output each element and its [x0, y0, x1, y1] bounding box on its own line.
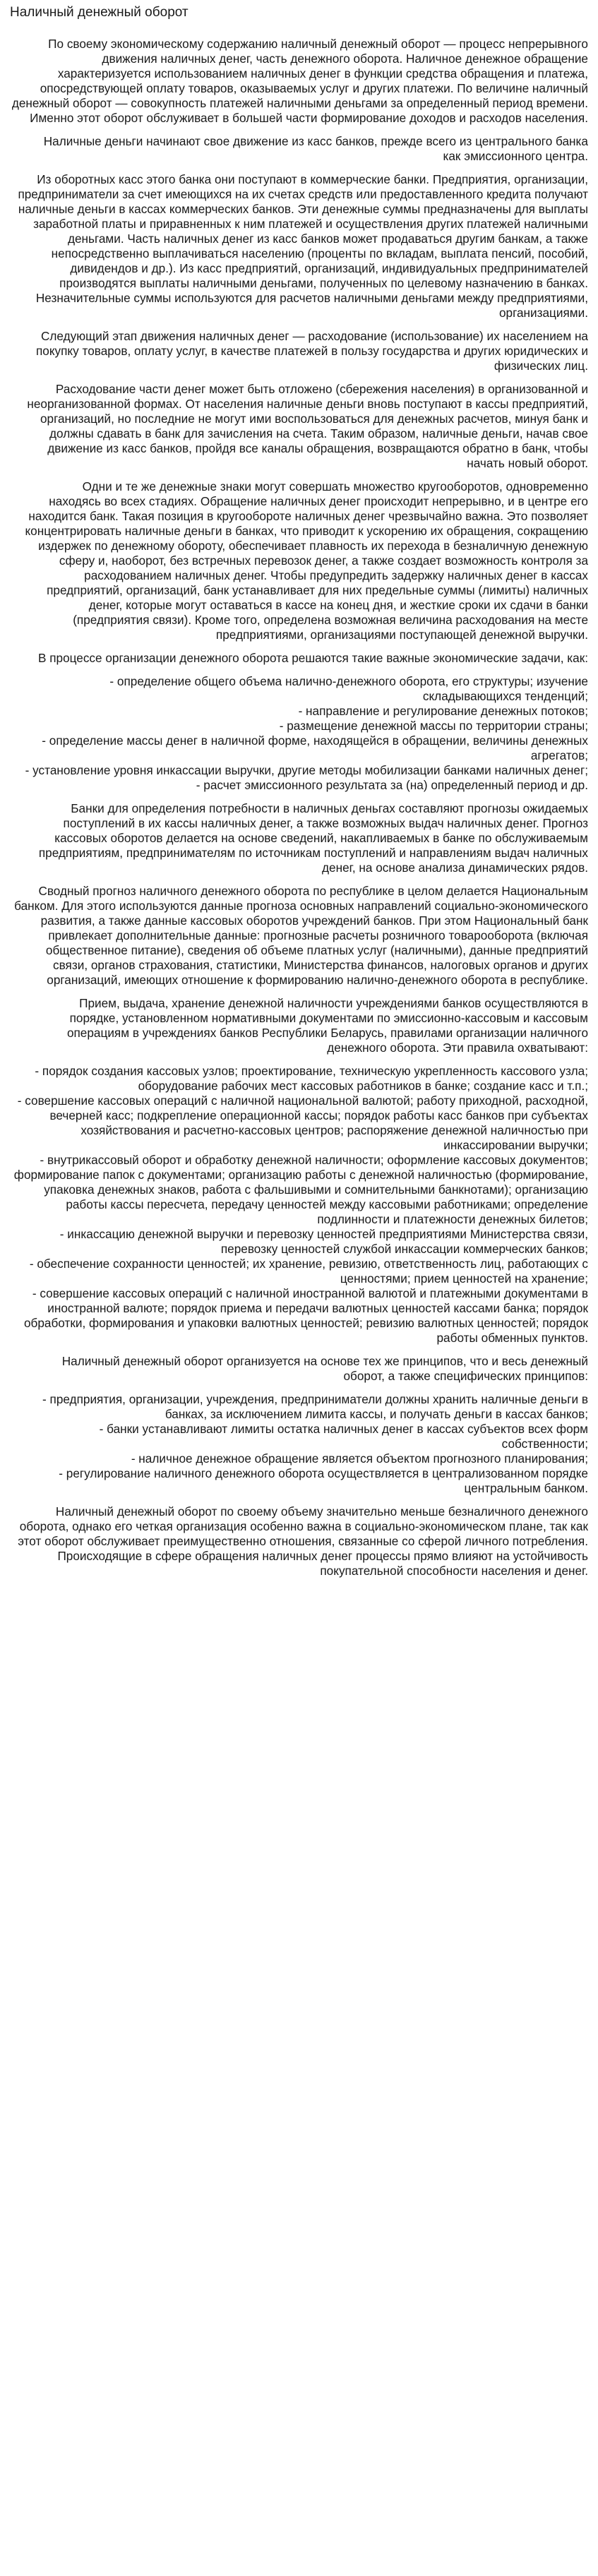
list-item: - совершение кассовых операций с наличной иностранной валютой и платежными документами в иностранной валюте; порядок приема и передачи валютных ценностей кассами банка; порядок обработки, формирования и упаковки валютных ценностей; ревизию валютных ценностей; порядок работы обменных пунктов.	[23, 1286, 588, 1345]
paragraph-2: Наличные деньги начинают свое движение из касс банков, прежде всего из центрального банка как эмиссионного центра.	[43, 134, 588, 163]
list-item: - порядок создания кассовых узлов; проектирование, техническую укрепленность кассового узла; оборудование рабочих мест кассовых работников в банке; создание касс и т.п.;	[35, 1064, 588, 1093]
paragraph-6: Одни и те же денежные знаки могут совершать множество кругооборотов, одновременно находясь во всех стадиях. Обращение наличных денег происходит непрерывно, и в центре его находится банк. Такая позиция в кругообороте наличных денег чрезвычайно важна. Это позволяет концентрировать наличные деньги в банках, что приводит к ускорению их обращения, сокращению издержек по денежному обороту, обеспечивает плавность их перехода в безналичную денежную сферу и, наоборот, без встречных перевозок денег, а также создает возможность контроля за расходованием наличных денег. Чтобы предупредить задержку наличных денег в кассах предприятий, организаций, банк устанавливает для них предельные суммы (лимиты) наличных денег, которые могут оставаться в кассе на конец дня, и жесткие сроки их сдачи в банки (предприятия связи). Кроме того, определена возможная величина расходования на месте предприятиями, организациями поступающей денежной выручки.	[25, 479, 588, 642]
list-item: - внутрикассовый оборот и обработку денежной наличности; оформление кассовых документов; формирование папок с документами; организацию работы с денежной наличностью (формирование, упаковка денежных знаков, работа с фальшивыми и сомнительными банкнотами); организацию работы кассы пересчета, передачу ценностей между кассовыми работниками; определение подлинности и платежности денежных билетов;	[13, 1153, 588, 1226]
paragraph-7: В процессе организации денежного оборота решаются такие важные экономические задачи, как:	[37, 651, 588, 665]
list-item: - размещение денежной массы по территории страны;	[279, 719, 588, 733]
paragraph-8: Банки для определения потребности в наличных деньгах составляют прогнозы ожидаемых поступлений в их кассы наличных денег, а также возможных выдач наличных денег. Прогноз кассовых оборотов делается на основе сведений, накапливаемых в банке по обслуживаемым предприятиям, предпринимателям по источникам поступлений и направлениям выдач наличных денег, на основе анализа динамических рядов.	[38, 801, 588, 875]
paragraph-12: Наличный денежный оборот по своему объему значительно меньше безналичного денежного оборота, однако его четкая организация особенно важна в социально-экономическом плане, так как этот оборот обслуживает преимущественно отношения, связанные со сферой личного потребления. Происходящие в сфере обращения наличных денег процессы прямо влияют на устойчивость покупательной способности населения и денег.	[18, 1504, 588, 1578]
paragraph-4: Следующий этап движения наличных денег — расходование (использование) их населением на покупку товаров, оплату услуг, в качестве платежей в пользу государства и других юридических и физических лиц.	[35, 329, 588, 373]
page-title: Наличный денежный оборот	[10, 5, 189, 20]
list-item: - установление уровня инкассации выручки, другие методы мобилизации банками наличных денег;	[25, 763, 588, 777]
economic-tasks-list	[10, 674, 588, 793]
list-item: - регулирование наличного денежного оборота осуществляется в централизованном порядке центральным банком.	[59, 1466, 588, 1495]
paragraph-5: Расходование части денег может быть отложено (сбережения населения) в организованной и неорганизованной формах. От населения наличные деньги вновь поступают в кассы предприятий, организаций, но последние не могут ими воспользоваться для денежных расчетов, минуя банк и должны сдавать в банк для зачисления на счета. Таким образом, наличные деньги, начав свое движение из касс банков, пройдя все каналы обращения, возвращаются обратно в банк, чтобы начать новый оборот.	[27, 382, 588, 470]
list-item: - расчет эмиссионного результата за (на) определенный период и др.	[196, 778, 588, 792]
paragraph-3: Из оборотных касс этого банка они поступают в коммерческие банки. Предприятия, организации, предприниматели за счет имеющихся на их счетах средств или предоставленного кредита получают наличные деньги в кассах коммерческих банков. Эти денежные суммы предназначены для выплаты заработной платы и приравненных к ним платежей и осуществления других платежей наличными деньгами. Часть наличных денег из касс банков может продаваться другим банкам, а также непосредственно выплачиваться населению (проценты по вкладам, выплата пенсий, пособий, дивидендов и др.). Из касс предприятий, организаций, индивидуальных предпринимателей производятся выплаты наличными деньгами, полученных по целевому назначению в банках. Незначительные суммы используются для расчетов наличными деньгами между предприятиями, организациями.	[18, 172, 588, 320]
list-item: - определение массы денег в наличной форме, находящейся в обращении, величины денежных агрегатов;	[42, 733, 588, 762]
list-item: - инкассацию денежной выручки и перевозку ценностей предприятиями Министерства связи, перевозку ценностей службой инкассации коммерческих банков;	[59, 1227, 588, 1256]
principles-list	[10, 1392, 588, 1496]
paragraph-10: Прием, выдача, хранение денежной наличности учреждениями банков осуществляются в порядке, установленном нормативными документами по эмиссионно-кассовым и кассовым операциям в учреждениях банков Республики Беларусь, правилами организации наличного денежного оборота. Эти правила охватывают:	[66, 996, 588, 1055]
paragraph-11: Наличный денежный оборот организуется на основе тех же принципов, что и весь денежный оборот, а также специфических принципов:	[61, 1354, 588, 1383]
list-item: - совершение кассовых операций с наличной национальной валютой; работу приходной, расходной, вечерней касс; подкрепление операционной кассы; порядок работы касс банков при субъектах хозяйствования и расчетно-кассовых центров; распоряжение денежной наличностью при инкассировании выручки;	[17, 1094, 588, 1152]
paragraph-1: По своему экономическому содержанию наличный денежный оборот — процесс непрерывного движения наличных денег, часть денежного оборота. Наличное денежное обращение характеризуется использованием наличных денег в функции средства обращения и платежа, опосредствующей оплату товаров, оказываемых услуг и других платежи. По величине наличный денежный оборот — совокупность платежей наличными деньгами за определенный период времени. Именно этот оборот обслуживает в большей части формирование доходов и расходов населения.	[11, 37, 588, 125]
list-item: - банки устанавливают лимиты остатка наличных денег в кассах субъектов всех форм собственности;	[99, 1422, 588, 1451]
rules-list	[10, 1064, 588, 1346]
list-item: - обеспечение сохранности ценностей; их хранение, ревизию, ответственность лиц, работающих с ценностями; прием ценностей на хранение;	[29, 1257, 588, 1286]
list-item: - определение общего объема налично-денежного оборота, его структуры; изучение складывающихся тенденций;	[109, 674, 588, 703]
list-item: - направление и регулирование денежных потоков;	[298, 704, 588, 718]
paragraph-9: Сводный прогноз наличного денежного оборота по республике в целом делается Национальным банком. Для этого используются данные прогноза основных направлений социально-экономического развития, а также данные кассовых оборотов учреждений банков. При этом Национальный банк привлекает дополнительные данные: прогнозные расчеты розничного товарооборота (включая общественное питание), сведения об объеме платных услуг (наличными), данные предприятий связи, органов страхования, статистики, Министерства финансов, налоговых органов и других организаций, имеющих отношение к формированию налично-денежного оборота в республике.	[14, 884, 588, 987]
list-item: - наличное денежное обращение является объектом прогнозного планирования;	[131, 1451, 588, 1466]
list-item: - предприятия, организации, учреждения, предприниматели должны хранить наличные деньги в банках, за исключением лимита кассы, и получать деньги в кассах банков;	[42, 1392, 588, 1421]
